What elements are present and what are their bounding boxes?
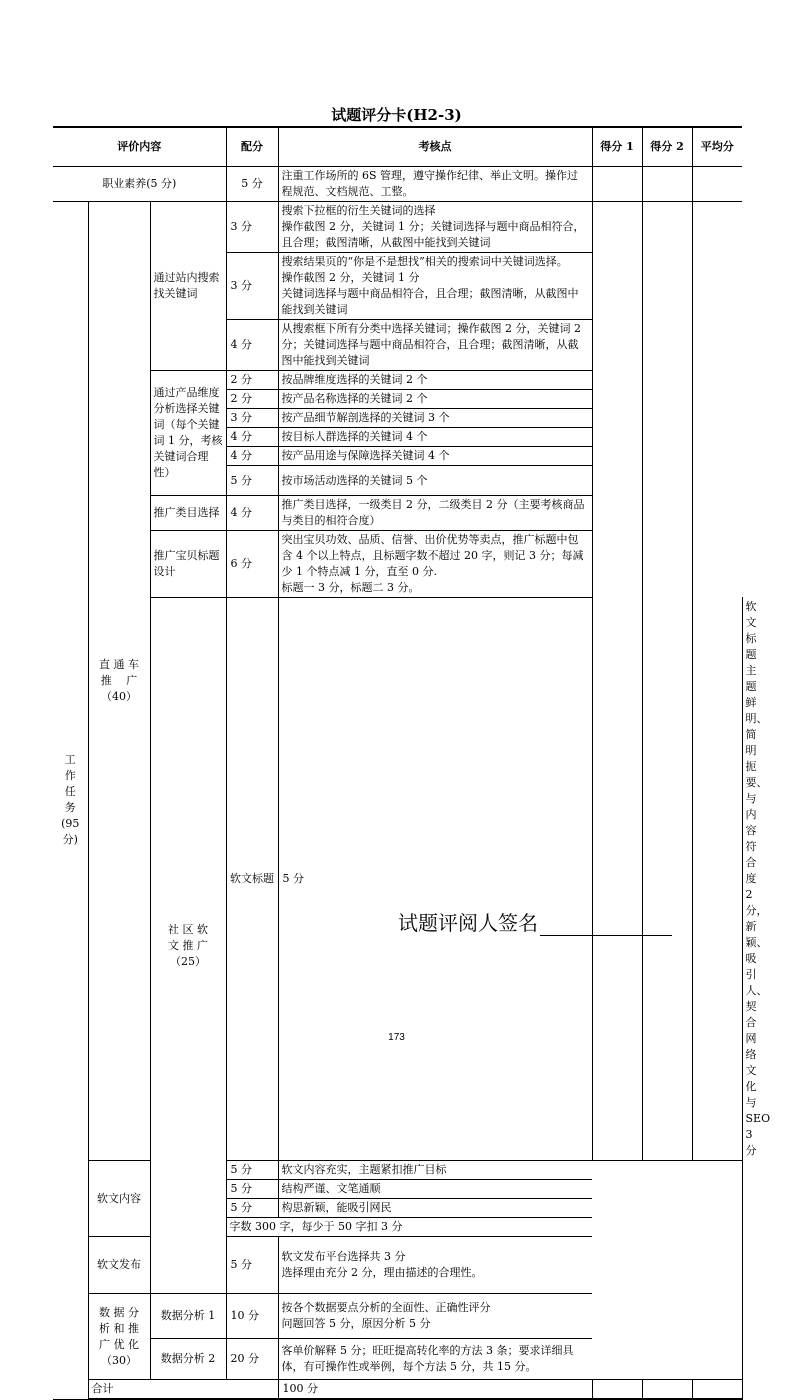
score2-cell[interactable] xyxy=(642,167,692,202)
table-row xyxy=(53,167,742,202)
search-keyword-label: 通过站内搜索找关键词 xyxy=(150,202,226,371)
dim2-points: 2 分 xyxy=(226,390,278,409)
average-cell[interactable] xyxy=(692,202,742,1161)
dim4-criteria: 按目标人群选择的关键词 4 个 xyxy=(278,428,592,447)
product-title-label: 推广宝贝标题设计 xyxy=(150,531,226,598)
dim2-criteria: 按产品名称选择的关键词 2 个 xyxy=(278,390,592,409)
score2-cell[interactable] xyxy=(692,1380,742,1400)
dim4-points: 4 分 xyxy=(226,428,278,447)
page-number: 173 xyxy=(388,1032,405,1043)
product-title-criteria: 突出宝贝功效、品质、信誉、出价优势等卖点，推广标题中包含 4 个以上特点，且标题字数不超过 20 字，则记 3 分；每减少 1 个特点减 1 分，直至 0 分. 标题一 3 分，标题二 3 分。 xyxy=(278,531,592,598)
product-title-points: 6 分 xyxy=(226,531,278,598)
total-criteria-cell xyxy=(592,1380,642,1400)
sc2-criteria: 结构严谨、文笔通顺 xyxy=(278,1180,592,1199)
dim6-criteria: 按市场活动选择的关键词 5 个 xyxy=(278,466,592,496)
dim5-points: 4 分 xyxy=(226,447,278,466)
score1-cell[interactable] xyxy=(642,1380,692,1400)
average-cell[interactable] xyxy=(692,167,742,202)
score1-cell[interactable] xyxy=(592,167,642,202)
total-points: 100 分 xyxy=(278,1380,592,1400)
work-tasks-label: 工 作 任 务 (95 分) xyxy=(53,202,88,1400)
sc1-criteria: 软文内容充实，主题紧扣推广目标 xyxy=(278,1161,592,1180)
sc1-points: 5 分 xyxy=(226,1161,278,1180)
professional-points: 5 分 xyxy=(226,167,278,202)
sc3-points: 5 分 xyxy=(226,1199,278,1218)
sk3-points: 4 分 xyxy=(226,320,278,371)
header-row xyxy=(53,127,742,167)
da1-label: 数据分析 1 xyxy=(150,1294,226,1339)
header-points: 配分 xyxy=(226,127,278,167)
sc3-criteria: 构思新颖，能吸引网民 xyxy=(278,1199,592,1218)
da2-points: 20 分 xyxy=(226,1339,278,1380)
sk2-points: 3 分 xyxy=(226,253,278,320)
da2-criteria: 客单价解释 5 分；旺旺提高转化率的方法 3 条；要求详细具体，有可操作性或举例，每个方法 5 分，共 15 分。 xyxy=(278,1339,592,1380)
scoring-table xyxy=(53,126,771,1400)
sk3-criteria: 从搜索框下所有分类中选择关键词；操作截图 2 分，关键词 2 分；关键词选择与题中商品相符合，且合理；截图清晰，从截图中能找到关键词 xyxy=(278,320,592,371)
signature-line[interactable] xyxy=(540,915,672,936)
direct-train-label: 直 通 车 推 广 （40） xyxy=(88,202,150,1161)
table-row xyxy=(53,1339,742,1380)
soft-publish-criteria: 软文发布平台选择共 3 分 选择理由充分 2 分，理由描述的合理性。 xyxy=(278,1237,592,1294)
sk1-criteria: 搜索下拉框的衍生关键词的选择 操作截图 2 分，关键词 1 分；关键词选择与题中商品相符合，且合理；截图清晰，从截图中能找到关键词 xyxy=(278,202,592,253)
score1-cell[interactable] xyxy=(592,202,642,1161)
da1-points: 10 分 xyxy=(226,1294,278,1339)
total-row xyxy=(53,1380,742,1400)
soft-publish-label: 软文发布 xyxy=(88,1237,150,1294)
category-points: 4 分 xyxy=(226,496,278,531)
signature-label: 试题评阅人签名 xyxy=(398,911,538,935)
sk2-criteria: 搜索结果页的“你是不是想找”相关的搜索词中关键词选择。 操作截图 2 分，关键词 1 分 关键词选择与题中商品相符合，且合理；截图清晰，从截图中能找到关键词 xyxy=(278,253,592,320)
category-criteria: 推广类目选择，一级类目 2 分，二级类目 2 分（主要考核商品与类目的相符合度） xyxy=(278,496,592,531)
category-label: 推广类目选择 xyxy=(150,496,226,531)
dim3-criteria: 按产品细节解剖选择的关键词 3 个 xyxy=(278,409,592,428)
da2-label: 数据分析 2 xyxy=(150,1339,226,1380)
sc4-criteria: 字数 300 字，每少于 50 字扣 3 分 xyxy=(226,1218,592,1237)
score2-cell[interactable] xyxy=(642,202,692,1161)
soft-content-label: 软文内容 xyxy=(88,1161,150,1237)
sc2-points: 5 分 xyxy=(226,1180,278,1199)
dim6-points: 5 分 xyxy=(226,466,278,496)
professional-label: 职业素养(5 分) xyxy=(53,167,226,202)
da1-criteria: 按各个数据要点分析的全面性、正确性评分 问题回答 5 分，原因分析 5 分 xyxy=(278,1294,592,1339)
page-title: 试题评分卡(H2-3) xyxy=(331,106,462,124)
sk1-points: 3 分 xyxy=(226,202,278,253)
signature-area xyxy=(398,907,672,936)
soft-title-label: 软文标题 xyxy=(226,598,278,1161)
dim5-criteria: 按产品用途与保障选择关键词 4 个 xyxy=(278,447,592,466)
table-row: 社 区 软 文 推 广 （25） 软文标题 5 分 软文标题主题鲜明、简明扼要、与内容符合度 2 分，新颖、吸引人、契合网络文化与 SEO 3 分 xyxy=(53,598,742,1161)
professional-criteria: 注重工作场所的 6S 管理，遵守操作纪律、举止文明。操作过程规范、文档规范、工整。 xyxy=(278,167,592,202)
soft-title-points: 5 分 xyxy=(278,598,592,1161)
table-row xyxy=(53,1294,742,1339)
header-score1: 得分 1 xyxy=(592,127,642,167)
dim1-criteria: 按品牌维度选择的关键词 2 个 xyxy=(278,371,592,390)
data-analysis-label: 数 据 分 析 和 推 广 优 化 （30） xyxy=(88,1294,150,1380)
header-criteria: 考核点 xyxy=(278,127,592,167)
header-score2: 得分 2 xyxy=(642,127,692,167)
header-content: 评价内容 xyxy=(53,127,226,167)
soft-article-label: 社 区 软 文 推 广 （25） xyxy=(150,598,226,1294)
dim1-points: 2 分 xyxy=(226,371,278,390)
dim3-points: 3 分 xyxy=(226,409,278,428)
table-row xyxy=(53,202,742,253)
total-label: 合计 xyxy=(88,1380,278,1400)
soft-publish-points: 5 分 xyxy=(226,1237,278,1294)
header-average: 平均分 xyxy=(692,127,742,167)
dimension-label: 通过产品维度分析选择关键词（每个关键词 1 分，考核关键词合理性） xyxy=(150,371,226,496)
